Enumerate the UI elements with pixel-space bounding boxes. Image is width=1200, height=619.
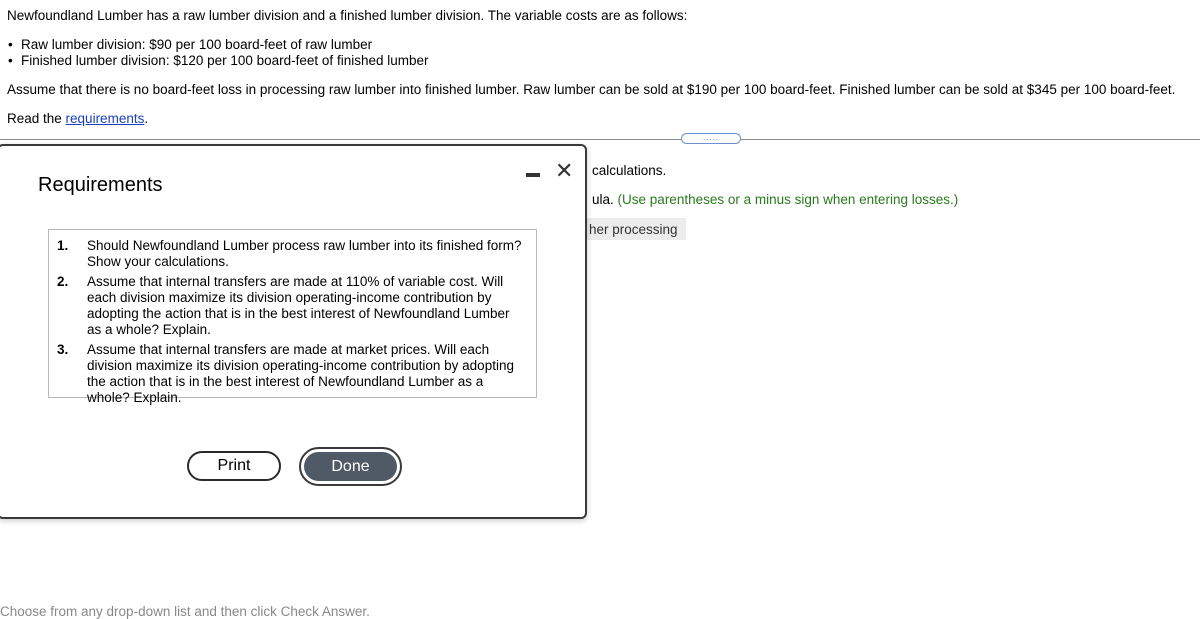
problem-assumption: Assume that there is no board-feet loss in processing raw lumber into finished lumber. Raw lumber can be sold at $190 per 100 board-feet. Finished lumber can be sold at $345 per 100 board-feet. — [7, 82, 1176, 97]
formula-fragment: ula. — [592, 192, 614, 207]
done-button-label: Done — [304, 452, 397, 481]
print-button[interactable]: Print — [187, 451, 281, 481]
read-suffix: . — [144, 111, 149, 126]
list-item: • Finished lumber division: $120 per 100 board-feet of finished lumber — [7, 53, 429, 69]
close-icon[interactable]: ✕ — [555, 158, 574, 183]
background-instruction: Choose from any drop-down list and then click Check Answer. — [0, 604, 370, 619]
requirements-dialog — [0, 144, 587, 519]
background-table-header: her processing — [586, 218, 686, 240]
requirement-text: Assume that internal transfers are made at market prices. Will each division maximize its division operating-income contribution by adopting the action that is in the best interest of Newfoundland Lumber as a whole? Explain. — [87, 342, 514, 405]
requirement-text: Assume that internal transfers are made at 110% of variable cost. Will each division maximize its division operating-income contribution by adopting the action that is in the best interest of Newfoundland Lumber as a whole? Explain. — [87, 274, 510, 337]
requirements-list — [48, 229, 537, 405]
dialog-title: Requirements — [38, 174, 163, 196]
expand-button[interactable]: ..... — [681, 133, 741, 144]
requirement-text: Should Newfoundland Lumber process raw lumber into its finished form? Show your calculations. — [87, 238, 522, 269]
formula-hint: (Use parentheses or a minus sign when entering losses.) — [617, 192, 959, 207]
read-requirements-line — [7, 111, 148, 126]
read-prefix: Read the — [7, 111, 66, 126]
minimize-icon[interactable] — [526, 168, 540, 182]
background-formula-text — [592, 192, 958, 207]
variable-cost-list — [7, 37, 429, 69]
requirement-number: 2. — [57, 274, 69, 289]
requirement-number: 3. — [57, 342, 69, 357]
problem-intro: Newfoundland Lumber has a raw lumber division and a finished lumber division. The variable costs are as follows: — [7, 8, 688, 23]
section-divider — [0, 139, 1200, 140]
background-calc-text: calculations. — [592, 163, 667, 178]
requirements-link[interactable]: requirements — [65, 111, 145, 126]
requirement-number: 1. — [57, 238, 69, 253]
list-item: • Raw lumber division: $90 per 100 board-feet of raw lumber — [7, 37, 429, 53]
done-button[interactable] — [299, 447, 402, 486]
